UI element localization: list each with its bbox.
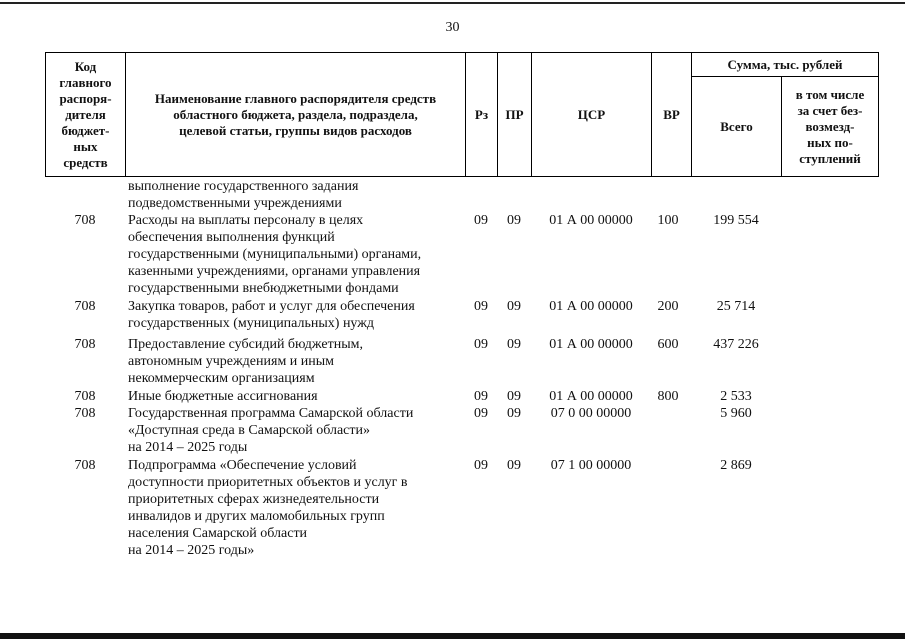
- row-name: Государственная программа Самарской области «Доступная среда в Самарской области» на 2014 – 2025 годы: [128, 406, 414, 455]
- row-csr: 01 А 00 00000: [549, 299, 633, 314]
- row-total: 25 714: [716, 299, 756, 314]
- header-sum: Сумма, тыс. рублей: [692, 53, 879, 77]
- row-pr: 09: [507, 337, 521, 352]
- header-rz: Рз: [466, 53, 498, 177]
- bottom-rule: [0, 633, 905, 639]
- table-row: [45, 298, 878, 336]
- row-total: 5 960: [720, 406, 752, 421]
- table-row: [45, 405, 878, 457]
- header-pr: ПР: [498, 53, 532, 177]
- row-total: 2 869: [720, 458, 752, 473]
- row-rz: 09: [474, 299, 488, 314]
- row-csr: 01 А 00 00000: [549, 213, 633, 228]
- row-name: выполнение государственного задания подведомственными учреждениями: [128, 179, 359, 211]
- row-pr: 09: [507, 389, 521, 404]
- row-csr: 01 А 00 00000: [549, 337, 633, 352]
- row-code: 708: [74, 458, 96, 473]
- row-code: 708: [74, 406, 96, 421]
- row-code: 708: [74, 299, 96, 314]
- row-code: 708: [74, 213, 96, 228]
- row-csr: 01 А 00 00000: [549, 389, 633, 404]
- header-vr: ВР: [652, 53, 692, 177]
- row-csr: 07 0 00 00000: [550, 406, 632, 421]
- table-body: [45, 178, 878, 561]
- row-code: 708: [74, 389, 96, 404]
- row-vr: 100: [657, 213, 679, 228]
- row-pr: 09: [507, 213, 521, 228]
- row-csr: 07 1 00 00000: [550, 458, 632, 473]
- table-row: [45, 388, 878, 405]
- row-vr: 200: [657, 299, 679, 314]
- header-total: Всего: [692, 77, 782, 177]
- row-vr: 800: [657, 389, 679, 404]
- row-pr: 09: [507, 406, 521, 421]
- table-row: [45, 457, 878, 561]
- row-name: Подпрограмма «Обеспечение условий доступности приоритетных объектов и услуг в приоритетных сферах жизнедеятельности инвалидов и других маломобильных групп населения Самарской области на 2014 – 2025 годы»: [128, 458, 408, 558]
- row-pr: 09: [507, 299, 521, 314]
- table-row: [45, 336, 878, 388]
- row-rz: 09: [474, 213, 488, 228]
- header-code: Код главного распоря- дителя бюджет- ных средств: [46, 53, 126, 177]
- row-name: Расходы на выплаты персоналу в целях обеспечения выполнения функций государственными (муниципальными) органами, казенными учреждениями, органами управления государственными внебюджетными фондами: [128, 213, 422, 296]
- row-rz: 09: [474, 406, 488, 421]
- table-row: [45, 212, 878, 298]
- row-rz: 09: [474, 337, 488, 352]
- row-rz: 09: [474, 389, 488, 404]
- row-total: 2 533: [720, 389, 752, 404]
- row-name: Закупка товаров, работ и услуг для обеспечения государственных (муниципальных) нужд: [128, 299, 415, 331]
- row-name: Предоставление субсидий бюджетным, автономным учреждениям и иным некоммерческим организациям: [128, 337, 364, 386]
- row-vr: 600: [657, 337, 679, 352]
- row-rz: 09: [474, 458, 488, 473]
- row-pr: 09: [507, 458, 521, 473]
- header-name: Наименование главного распорядителя средств областного бюджета, раздела, подраздела, целевой статьи, группы видов расходов: [126, 53, 466, 177]
- header-incl: в том числе за счет без- возмезд- ных по- ступлений: [782, 77, 879, 177]
- top-rule: [0, 2, 905, 4]
- table-header: [45, 52, 879, 177]
- row-code: 708: [74, 337, 96, 352]
- header-csr: ЦСР: [532, 53, 652, 177]
- row-total: 199 554: [713, 213, 759, 228]
- row-name: Иные бюджетные ассигнования: [128, 389, 318, 404]
- row-total: 437 226: [713, 337, 759, 352]
- page-number: 30: [445, 20, 460, 35]
- table-row: [45, 178, 878, 212]
